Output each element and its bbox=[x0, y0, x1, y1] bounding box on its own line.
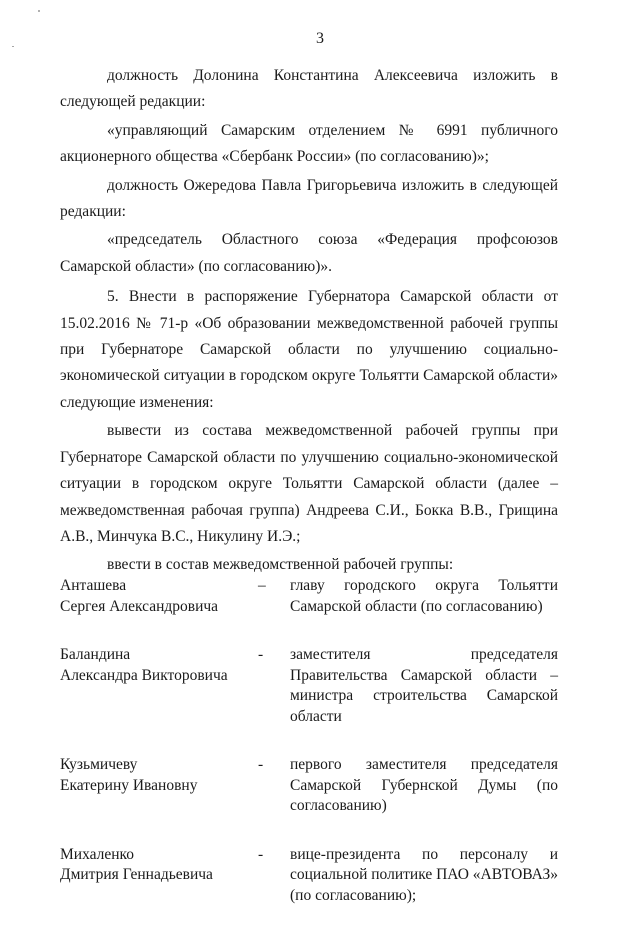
member-role: вице-президента по персоналу и социальной политике ПАО «АВТОВАЗ» (по согласованию); bbox=[290, 845, 558, 904]
member-entry bbox=[60, 576, 560, 617]
member-role: первого заместителя председателя Самарской Губернской Думы (по согласованию) bbox=[290, 756, 558, 814]
paragraph: должность Долонина Константина Алексеевича изложить в следующей редакции: bbox=[60, 67, 558, 111]
member-dash: - bbox=[258, 646, 264, 663]
member-given-names: Екатерину Ивановну bbox=[60, 776, 198, 794]
member-dash: - bbox=[258, 756, 264, 773]
member-name bbox=[60, 576, 250, 617]
member-name bbox=[60, 845, 250, 886]
member-name bbox=[60, 755, 250, 796]
member-entry bbox=[60, 845, 560, 907]
member-entry bbox=[60, 755, 560, 817]
page-number: 3 bbox=[316, 30, 324, 47]
paragraph: должность Ожередова Павла Григорьевича изложить в следующей редакции: bbox=[60, 176, 558, 221]
member-given-names: Дмитрия Геннадьевича bbox=[60, 866, 213, 883]
paragraph: ввести в состав межведомственной рабочей группы: bbox=[107, 556, 454, 574]
member-dash: - bbox=[258, 845, 264, 863]
member-dash: – bbox=[258, 577, 266, 594]
member-role: главу городского округа Тольятти Самарской области (по согласованию) bbox=[290, 577, 558, 615]
member-name bbox=[60, 645, 250, 686]
member-given-names: Сергея Александровича bbox=[60, 597, 219, 615]
member-role: заместителя председателя Правительства Самарской области – министра строительства Самарской области bbox=[290, 646, 558, 725]
scan-speck bbox=[38, 10, 40, 12]
member-entry bbox=[60, 645, 560, 727]
member-surname: Баландина bbox=[60, 646, 131, 663]
member-surname: Кузьмичеву bbox=[60, 756, 138, 773]
paragraph-item-5: 5. Внести в распоряжение Губернатора Самарской области от 15.02.2016 № 71-р «Об образовании межведомственной рабочей группы при Губернаторе Самарской области по улучшению социально-экономической ситуации в городском округе Тольятти Самарской области» следующие изменения: bbox=[60, 288, 558, 411]
paragraph: «председатель Областного союза «Федерация профсоюзов Самарской области» (по согласованию)». bbox=[60, 231, 558, 275]
paragraph: «управляющий Самарским отделением № 6991 публичного акционерного общества «Сбербанк России» (по согласованию)»; bbox=[60, 121, 558, 166]
member-surname: Михаленко bbox=[60, 845, 135, 863]
paragraph: вывести из состава межведомственной рабочей группы при Губернаторе Самарской области по улучшению социально-экономической ситуации в городском округе Тольятти Самарской области (далее – межведомственная рабочая группа) Андреева С.И., Бокка В.В., Грищина А.В., Минчука В.С., Никулину И.Э.; bbox=[60, 422, 558, 545]
member-given-names: Александра Викторовича bbox=[60, 666, 228, 684]
member-list bbox=[60, 576, 560, 934]
document-body bbox=[60, 63, 558, 579]
member-surname: Анташева bbox=[60, 577, 127, 594]
